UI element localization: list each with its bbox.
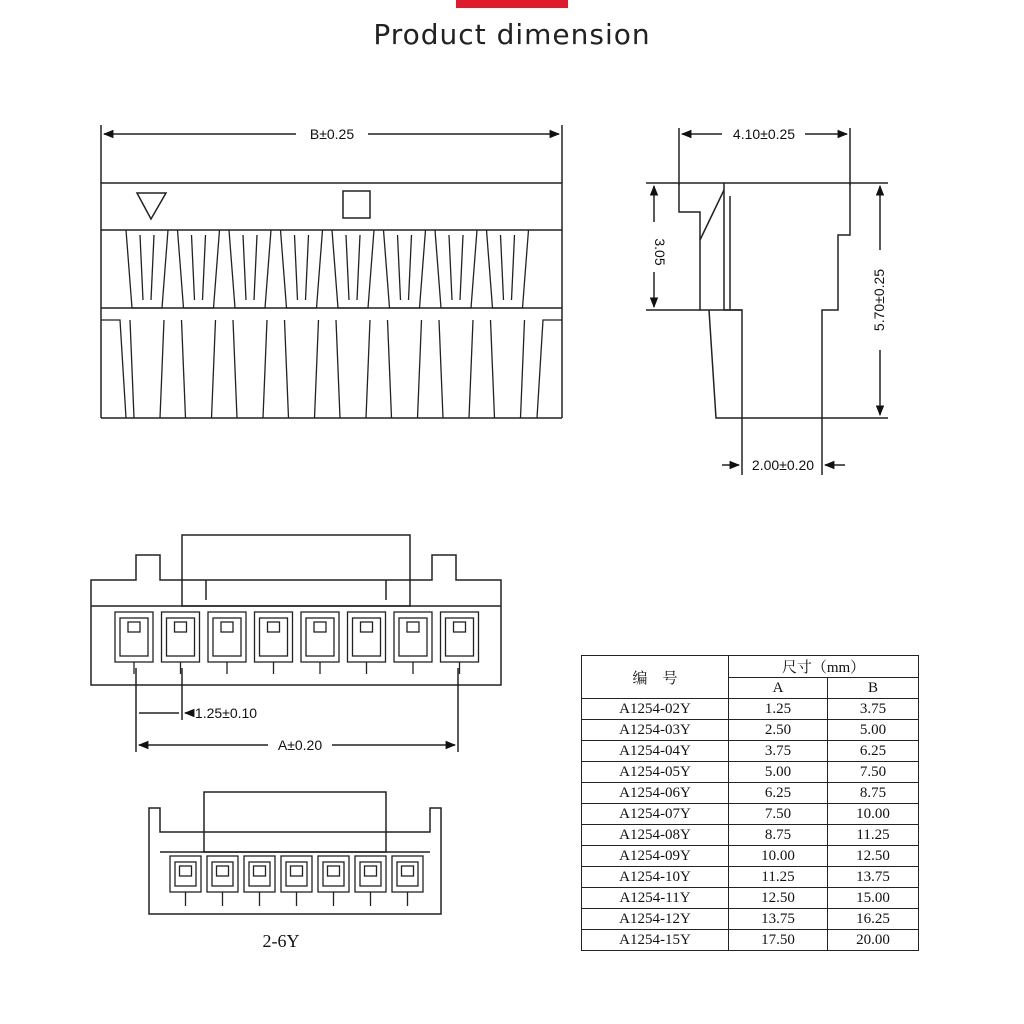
table-row [582,930,919,951]
part-code: A1254-11Y [582,888,729,909]
side-left-height-label: 3.05 [652,238,668,266]
col-b-header: B [828,678,919,699]
small-view [149,792,441,914]
dim-b: 6.25 [828,741,919,762]
part-code: A1254-09Y [582,846,729,867]
spec-table [581,655,919,951]
cavity [392,856,423,906]
dim-b: 13.75 [828,867,919,888]
dim-b: 16.25 [828,909,919,930]
cavity [162,612,200,674]
contact-slot [229,230,271,418]
dim-a: 8.75 [729,825,828,846]
cavity [355,856,386,906]
part-code: A1254-08Y [582,825,729,846]
contact-slot [332,230,374,418]
dim-a: 2.50 [729,720,828,741]
side-right-height-label: 5.70±0.25 [871,268,887,332]
small-view-caption: 2-6Y [262,931,300,951]
dim-a: 17.50 [729,930,828,951]
table-row [582,699,919,720]
dim-b: 8.75 [828,783,919,804]
page-title: Product dimension [373,18,651,51]
table-row [582,762,919,783]
cavity [207,856,238,906]
dim-a: 3.75 [729,741,828,762]
part-code: A1254-10Y [582,867,729,888]
part-code: A1254-02Y [582,699,729,720]
spec-table-body [582,699,919,951]
contact-slot [384,230,426,418]
dim-a: 13.75 [729,909,828,930]
table-row [582,867,919,888]
code-header: 编 号 [582,656,729,699]
part-code: A1254-07Y [582,804,729,825]
dim-a: 12.50 [729,888,828,909]
table-row [582,888,919,909]
table-row [582,825,919,846]
dim-b: 10.00 [828,804,919,825]
cavity [348,612,386,674]
col-a-header: A [729,678,828,699]
polarity-triangle-icon [137,193,166,219]
cavity [318,856,349,906]
cavity [244,856,275,906]
dim-b: 5.00 [828,720,919,741]
cavity [281,856,312,906]
part-code: A1254-15Y [582,930,729,951]
dim-a: 11.25 [729,867,828,888]
dim-b: 3.75 [828,699,919,720]
dim-a: 7.50 [729,804,828,825]
side-view [646,128,888,475]
contact-slot [178,230,220,418]
table-row [582,846,919,867]
table-row [582,783,919,804]
part-code: A1254-05Y [582,762,729,783]
square-mark-icon [343,191,370,218]
dim-a: 5.00 [729,762,828,783]
cavity [441,612,479,674]
dim-b: 15.00 [828,888,919,909]
contact-slot [281,230,323,418]
dim-b: 20.00 [828,930,919,951]
table-row [582,720,919,741]
cavity [208,612,246,674]
contact-slot [487,230,529,418]
dim-a: 1.25 [729,699,828,720]
pitch-label: 1.25±0.10 [194,705,258,721]
dim-a: 6.25 [729,783,828,804]
table-row [582,909,919,930]
contact-slot [126,230,168,418]
bottom-view-cavities [115,612,479,674]
side-bottom-width-label: 2.00±0.20 [751,457,815,473]
front-width-label: B±0.25 [309,126,355,142]
span-label: A±0.20 [277,737,323,753]
cavity [255,612,293,674]
table-row [582,741,919,762]
cavity [170,856,201,906]
dim-b: 7.50 [828,762,919,783]
small-view-cavities [170,856,423,906]
contact-slot [435,230,477,418]
dim-a: 10.00 [729,846,828,867]
cavity [394,612,432,674]
part-code: A1254-06Y [582,783,729,804]
front-view-contacts [101,230,562,418]
size-header: 尺寸（mm） [729,656,919,678]
side-top-width-label: 4.10±0.25 [732,126,796,142]
part-code: A1254-04Y [582,741,729,762]
dim-b: 12.50 [828,846,919,867]
part-code: A1254-12Y [582,909,729,930]
dim-b: 11.25 [828,825,919,846]
cavity [115,612,153,674]
cavity [301,612,339,674]
table-row [582,804,919,825]
part-code: A1254-03Y [582,720,729,741]
